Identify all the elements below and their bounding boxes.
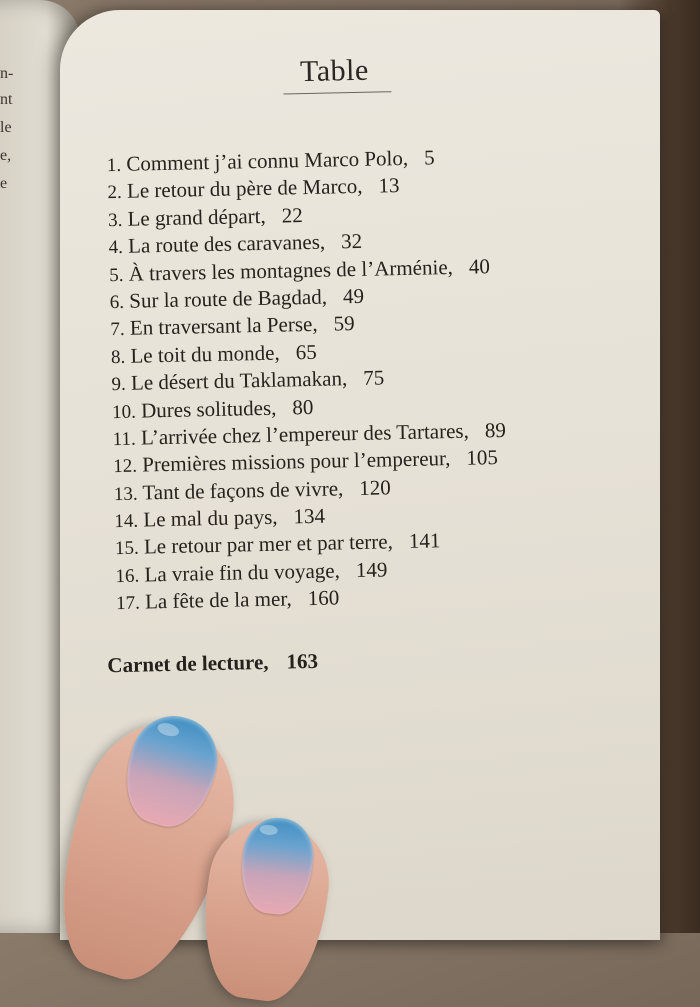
toc-entry-title: L’arrivée chez l’empereur des Tartares, [140, 418, 470, 450]
toc-entry-page: 65 [295, 339, 317, 364]
toc-entry-page: 134 [293, 503, 326, 529]
reading-notebook-title: Carnet de lecture, [107, 649, 269, 678]
toc-entry-page: 5 [423, 145, 435, 170]
toc-entry-title: En traversant la Perse, [129, 312, 318, 341]
title-underline [283, 91, 391, 94]
nail-shine [156, 721, 180, 739]
toc-entry-page: 59 [333, 311, 355, 336]
toc-entry-number: 3. [107, 209, 123, 231]
reading-notebook-entry [107, 649, 318, 678]
toc-entry-title: Premières missions pour l’empereur, [141, 446, 451, 477]
toc-entry-title: Tant de façons de vivre, [142, 475, 344, 505]
toc-entry-title: La route des caravanes, [127, 229, 326, 258]
toc-entry-number: 1. [106, 154, 122, 177]
toc-entry-title: Le toit du monde, [130, 340, 280, 368]
toc-entry-title: Le retour du père de Marco, [126, 174, 363, 204]
left-page-fragment: le [0, 119, 12, 136]
toc-entry-title: La fête de la mer, [144, 586, 292, 614]
toc-entry-page: 141 [408, 528, 441, 554]
toc-entry-title: Dures solitudes, [140, 395, 277, 423]
toc-entry-number: 12. [113, 455, 138, 478]
toc-entry-page: 160 [307, 585, 340, 611]
left-page-fragment: e, [0, 147, 12, 164]
toc-entry-page: 149 [355, 557, 388, 582]
toc-entry-number: 10. [111, 401, 137, 423]
toc-entry-page: 22 [281, 202, 303, 228]
toc-entry-number: 7. [110, 319, 125, 341]
nail-shine [259, 824, 278, 836]
toc-entry-page: 105 [466, 445, 499, 471]
toc-entry-page: 120 [358, 474, 391, 500]
toc-entry-page: 80 [292, 394, 314, 419]
toc-entry-page: 49 [342, 283, 365, 309]
toc-entry-number: 4. [108, 237, 124, 259]
page-title: Table [299, 53, 370, 89]
left-page-fragment: n- [0, 65, 14, 82]
left-page-fragment: nt [0, 91, 13, 108]
toc-entry-number: 15. [114, 538, 139, 560]
toc-entry-page: 89 [484, 417, 507, 443]
toc-entry-number: 9. [111, 373, 126, 396]
toc-entry-number: 5. [109, 264, 124, 286]
left-page-fragment: e [0, 175, 8, 192]
toc-entry-number: 16. [115, 565, 140, 587]
toc-entry-title: À travers les montagnes de l’Arménie, [128, 254, 454, 286]
toc-entry-number: 13. [113, 483, 138, 505]
table-of-contents [107, 143, 510, 617]
toc-entry-number: 6. [109, 291, 125, 314]
reading-notebook-page: 163 [286, 648, 319, 674]
toc-entry-title: Le mal du pays, [143, 504, 278, 532]
toc-entry-title: Comment j’ai connu Marco Polo, [126, 145, 409, 176]
toc-entry-number: 2. [107, 182, 122, 204]
toc-entry-number: 14. [114, 510, 139, 533]
toc-entry-page: 32 [340, 229, 363, 254]
toc-entry-number: 17. [115, 592, 141, 615]
toc-entry-page: 40 [468, 253, 491, 279]
toc-entry-number: 8. [110, 346, 126, 368]
toc-entry-title: Le retour par mer et par terre, [143, 529, 394, 559]
toc-entry-page: 13 [378, 173, 400, 198]
toc-entry-number: 11. [112, 428, 136, 451]
toc-entry-page: 75 [362, 365, 385, 390]
toc-entry-title: Le désert du Taklamakan, [130, 366, 348, 395]
toc-entry-title: La vraie fin du voyage, [144, 558, 341, 587]
toc-entry-title: Le grand départ, [127, 203, 266, 231]
toc-entry-title: Sur la route de Bagdad, [129, 284, 328, 313]
